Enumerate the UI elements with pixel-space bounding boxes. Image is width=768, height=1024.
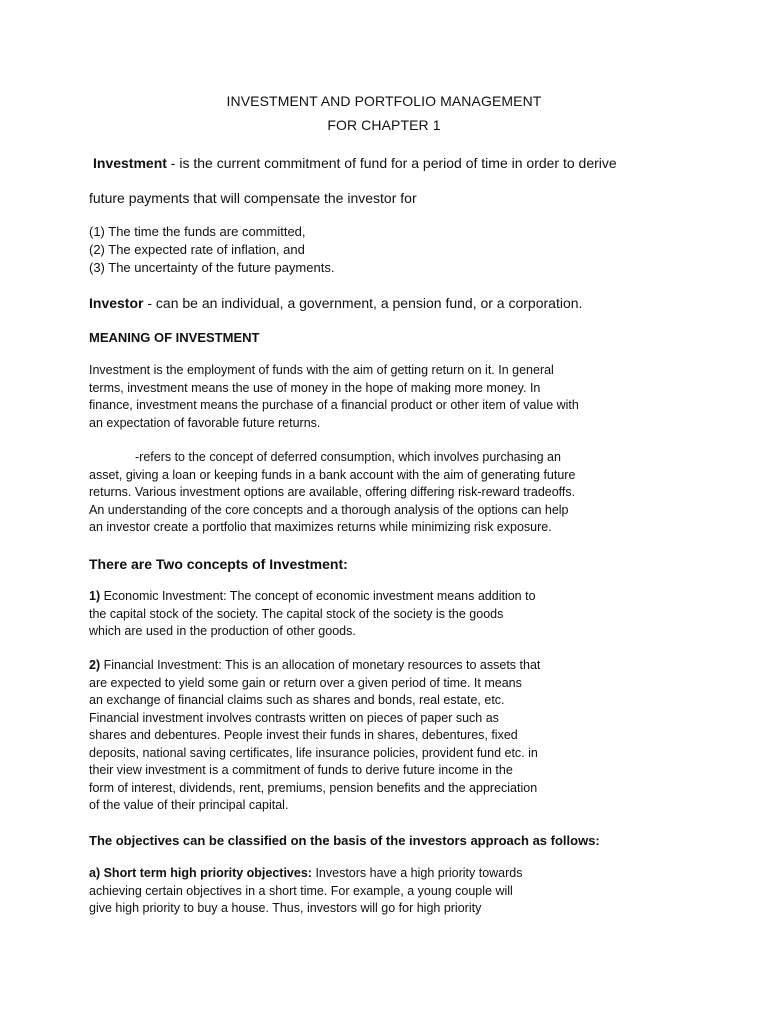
investor-definition-text: - can be an individual, a government, a pension fund, or a corporation. xyxy=(143,295,583,311)
paragraph-line xyxy=(89,588,573,606)
short-term-number: a) xyxy=(89,866,104,880)
paragraph-line: an exchange of financial claims such as shares and bonds, real estate, etc. xyxy=(89,693,505,707)
meaning-paragraph-2 xyxy=(89,449,576,537)
paragraph-line: an investor create a portfolio that maximizes returns while minimizing risk exposure. xyxy=(89,520,552,534)
paragraph-line: are expected to yield some gain or return over a given period of time. It means xyxy=(89,675,522,690)
meaning-paragraph-1 xyxy=(89,362,579,432)
investment-definition-line-1 xyxy=(93,154,617,172)
financial-number: 2) xyxy=(89,658,104,672)
definition-item-1: (1) The time the funds are committed, xyxy=(89,224,306,239)
paragraph-line: deposits, national saving certificates, life insurance policies, provident fund etc. in xyxy=(89,745,538,760)
paragraph-line-text: This is an allocation of monetary resources to assets that xyxy=(221,658,541,672)
investor-definition xyxy=(89,294,582,312)
objectives-heading: The objectives can be classified on the basis of the investors approach as follows: xyxy=(89,833,600,848)
paragraph-line: finance, investment means the purchase of a financial product or other item of value with xyxy=(89,398,579,412)
paragraph-line: their view investment is a commitment of funds to derive future income in the xyxy=(89,763,513,777)
paragraph-line-text: Investors have a high priority towards xyxy=(311,866,523,880)
meaning-heading: MEANING OF INVESTMENT xyxy=(89,330,260,345)
paragraph-line: Investment is the employment of funds with the aim of getting return on it. In general xyxy=(89,363,554,377)
paragraph-line: returns. Various investment options are available, offering differing risk-reward tradeoffs. xyxy=(89,485,576,499)
economic-investment-paragraph xyxy=(89,588,573,641)
investment-definition-line-2: future payments that will compensate the investor for xyxy=(89,190,417,206)
investment-definition-text: - is the current commitment of fund for a period of time in order to derive xyxy=(166,155,617,171)
economic-investment-term: Economic Investment: xyxy=(103,589,227,603)
economic-number: 1) xyxy=(89,589,104,603)
paragraph-line: the capital stock of the society. The capital stock of the society is the goods xyxy=(89,606,504,621)
definition-item-3: (3) The uncertainty of the future payments. xyxy=(89,260,335,275)
paragraph-line: asset, giving a loan or keeping funds in a bank account with the aim of generating future xyxy=(89,467,576,482)
document-title-line-2: FOR CHAPTER 1 xyxy=(327,117,441,133)
short-term-term: Short term high priority objectives: xyxy=(103,866,312,880)
paragraph-line: which are used in the production of other goods. xyxy=(89,624,356,638)
paragraph-line: form of interest, dividends, rent, premiums, pension benefits and the appreciation xyxy=(89,780,538,795)
paragraph-line: an expectation of favorable future returns. xyxy=(89,415,321,430)
financial-investment-paragraph xyxy=(89,657,573,815)
paragraph-line xyxy=(89,865,573,883)
paragraph-line xyxy=(89,657,573,675)
short-term-objectives-paragraph xyxy=(89,865,573,918)
concepts-heading: There are Two concepts of Investment: xyxy=(89,556,348,572)
paragraph-line: give high priority to buy a house. Thus, investors will go for high priority xyxy=(89,901,482,915)
paragraph-line: -refers to the concept of deferred consumption, which involves purchasing an xyxy=(135,450,561,464)
financial-investment-term: Financial Investment: xyxy=(103,658,222,672)
paragraph-line: of the value of their principal capital. xyxy=(89,798,289,812)
paragraph-line: terms, investment means the use of money in the hope of making more money. In xyxy=(89,380,541,395)
investment-term: Investment xyxy=(93,155,167,171)
paragraph-line-text: The concept of economic investment means addition to xyxy=(226,589,536,603)
paragraph-line: Financial investment involves contrasts written on pieces of paper such as xyxy=(89,710,499,725)
paragraph-line: shares and debentures. People invest their funds in shares, debentures, fixed xyxy=(89,728,518,742)
document-title-line-1: INVESTMENT AND PORTFOLIO MANAGEMENT xyxy=(226,93,542,109)
paragraph-line: achieving certain objectives in a short time. For example, a young couple will xyxy=(89,883,513,898)
investor-term: Investor xyxy=(89,295,144,311)
paragraph-line: An understanding of the core concepts and a thorough analysis of the options can help xyxy=(89,502,569,517)
definition-item-2: (2) The expected rate of inflation, and xyxy=(89,242,305,257)
